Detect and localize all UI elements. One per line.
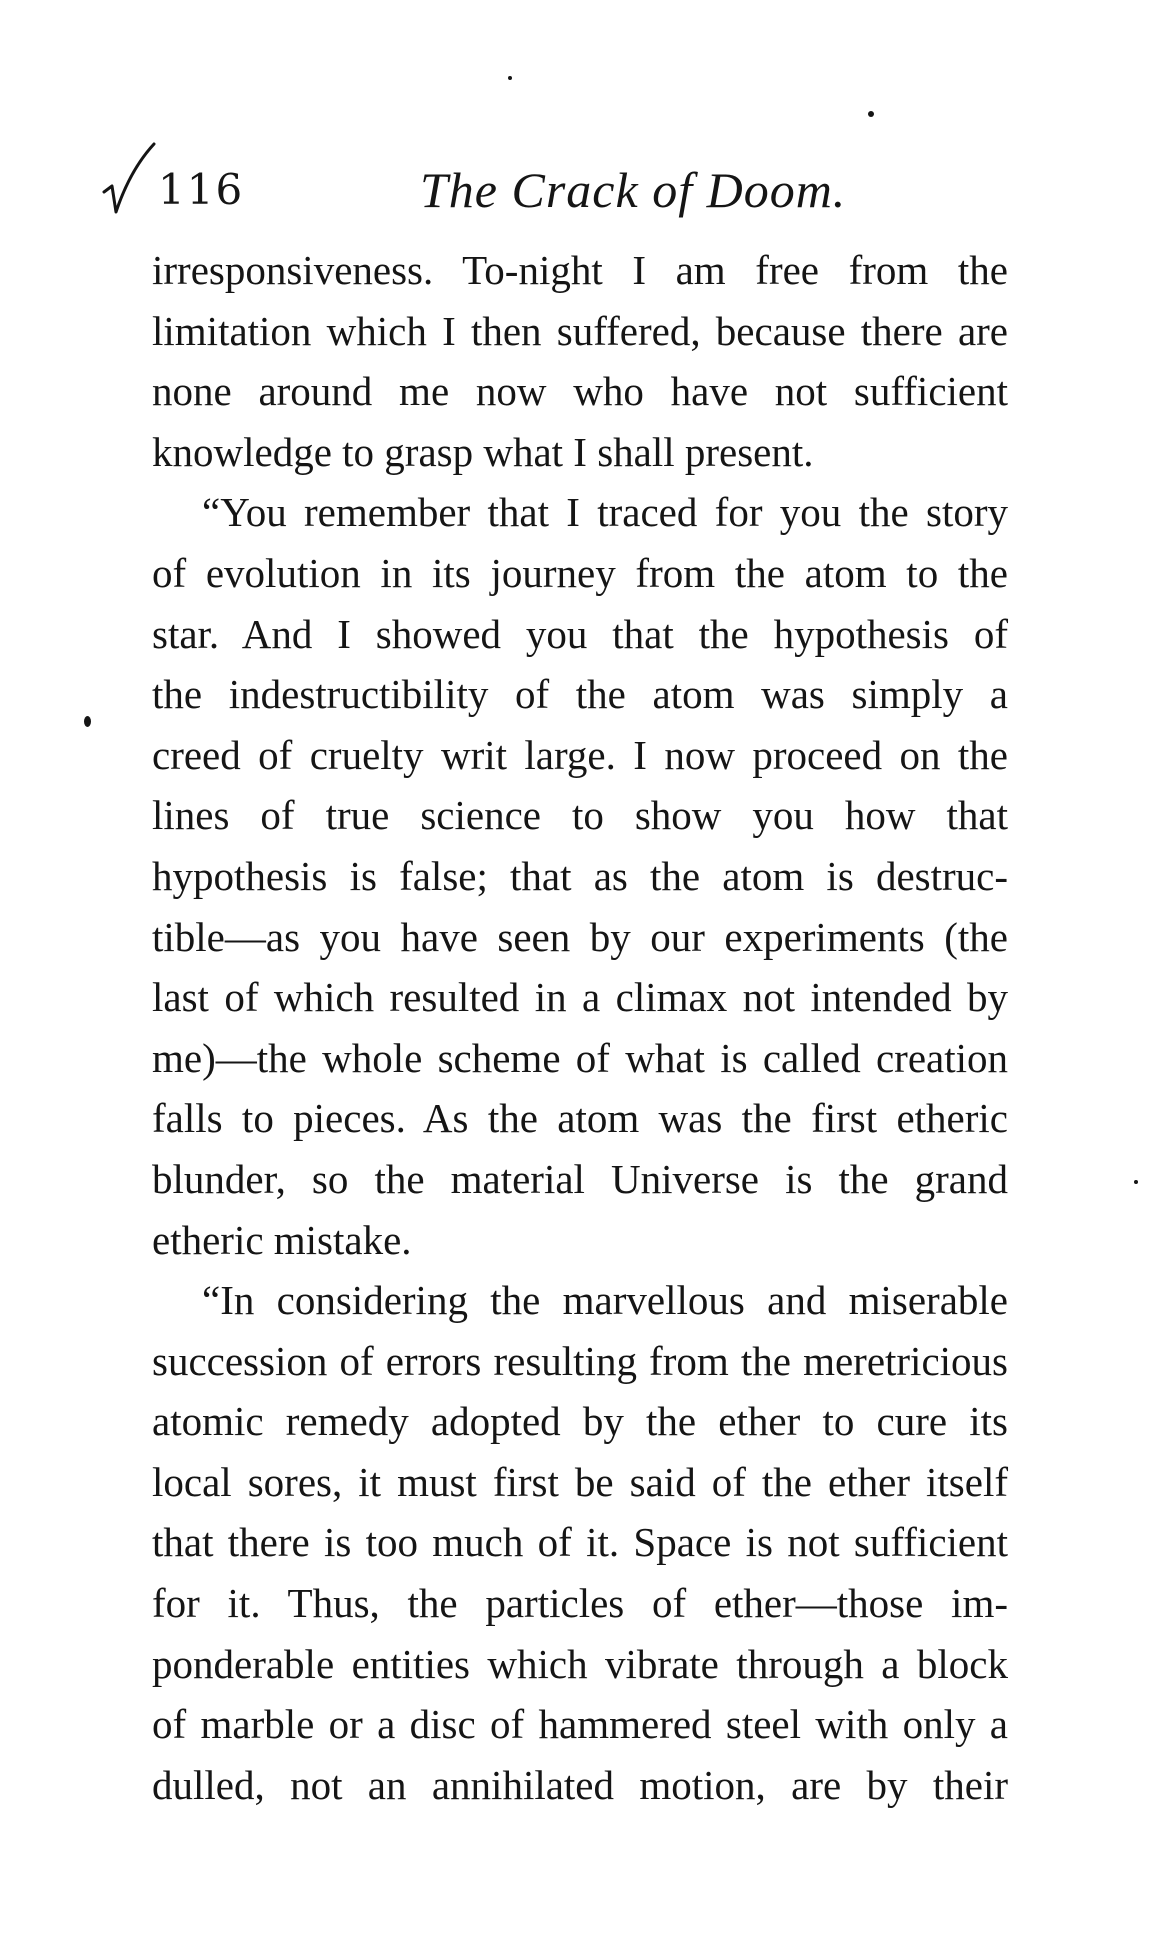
paragraph — [152, 240, 1008, 482]
text-line: of marble or a disc of hammered steel with only a — [152, 1701, 1008, 1748]
paragraph — [152, 1270, 1008, 1815]
text-line: hypothesis is false; that as the atom is destruc- — [152, 852, 1008, 899]
text-line: last of which resulted in a climax not intended by — [152, 974, 1008, 1021]
text-line: knowledge to grasp what I shall present. — [152, 428, 814, 475]
check-mark-icon — [100, 140, 156, 220]
text-line: “In considering the marvellous and miserable — [202, 1277, 1008, 1324]
text-line: atomic remedy adopted by the ether to cure its — [152, 1398, 1008, 1445]
ink-speck — [868, 111, 874, 117]
text-line: for it. Thus, the particles of ether—those im- — [152, 1580, 1008, 1627]
text-line: that there is too much of it. Space is not sufficient — [152, 1519, 1008, 1566]
page-number: 116 — [158, 165, 245, 214]
text-line: creed of cruelty writ large. I now proceed on the — [152, 731, 1008, 778]
text-line: falls to pieces. As the atom was the first etheric — [152, 1095, 1008, 1142]
text-line: “You remember that I traced for you the story — [202, 489, 1008, 536]
text-line: me)—the whole scheme of what is called creation — [152, 1034, 1008, 1081]
text-line: lines of true science to show you how that — [152, 792, 1008, 839]
paragraph — [152, 482, 1008, 1270]
ink-speck — [1134, 1180, 1138, 1184]
text-line: of evolution in its journey from the atom to the — [152, 549, 1008, 596]
text-line: dulled, not an annihilated motion, are by their — [152, 1761, 1008, 1808]
text-line: tible—as you have seen by our experiments (the — [152, 913, 1008, 960]
ink-speck — [508, 76, 512, 80]
text-line: irresponsiveness. To-night I am free from the — [152, 247, 1008, 293]
text-line: ponderable entities which vibrate through a block — [152, 1640, 1008, 1687]
text-line: etheric mistake. — [152, 1216, 412, 1263]
text-line: star. And I showed you that the hypothesis of — [152, 610, 1008, 657]
page-header — [100, 160, 980, 220]
running-title: The Crack of Doom. — [420, 162, 847, 218]
text-line: none around me now who have not sufficient — [152, 368, 1008, 415]
text-line: local sores, it must first be said of the ether itself — [152, 1458, 1008, 1505]
text-line: the indestructibility of the atom was simply a — [152, 671, 1008, 718]
ink-speck — [84, 716, 91, 727]
text-line: succession of errors resulting from the meretricious — [152, 1337, 1008, 1384]
body-text — [152, 240, 1008, 1815]
text-line: blunder, so the material Universe is the grand — [152, 1155, 1008, 1202]
text-line: limitation which I then suffered, because there are — [152, 307, 1008, 354]
